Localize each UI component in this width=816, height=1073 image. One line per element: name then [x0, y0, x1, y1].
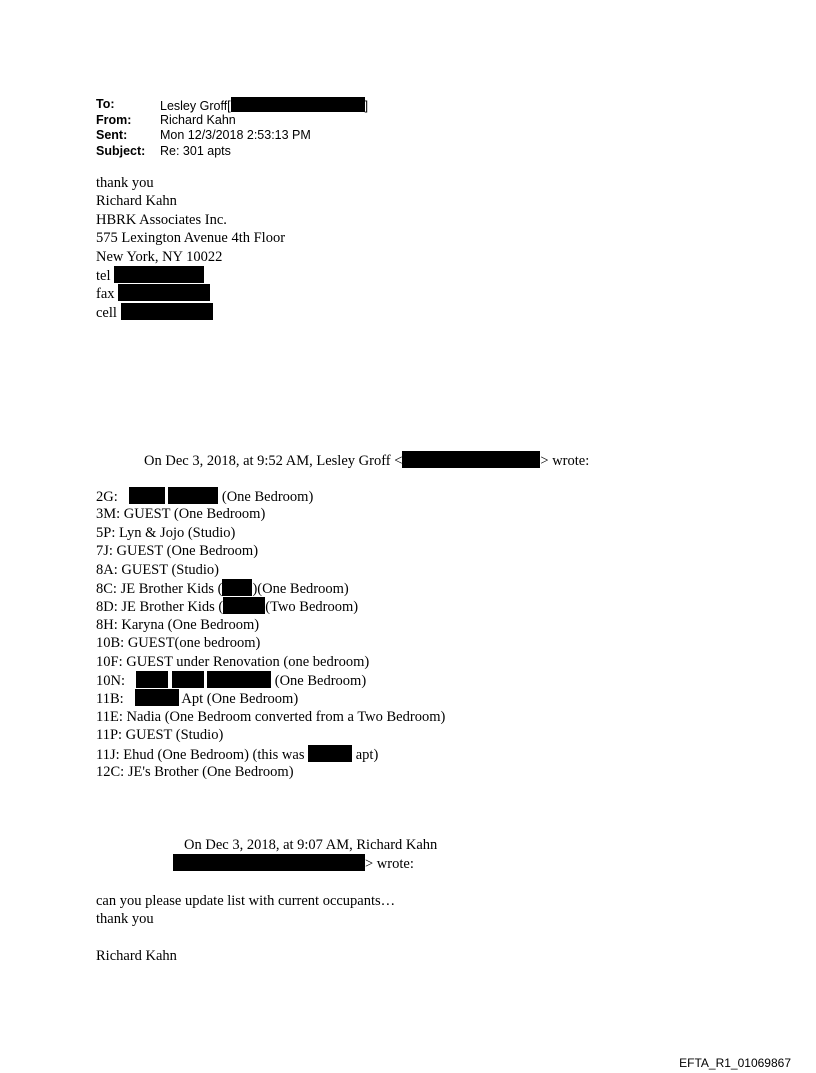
- apt-label: 8C: JE Brother Kids (: [96, 581, 223, 597]
- signature-name: Richard Kahn: [96, 193, 177, 210]
- to-label: To:: [96, 97, 115, 111]
- list-item: [96, 597, 358, 616]
- signature-company: HBRK Associates Inc.: [96, 211, 227, 228]
- list-item: 8A: GUEST (Studio): [96, 561, 219, 578]
- apt-detail: (Two Bedroom): [265, 599, 359, 616]
- quote2-body: [96, 892, 516, 972]
- to-close: ]: [364, 99, 369, 113]
- redaction-bar: [168, 487, 218, 504]
- cell-label: cell: [96, 304, 117, 321]
- quote1-intro: [144, 451, 589, 470]
- redaction-bar: [308, 745, 352, 762]
- redaction-bar: [173, 854, 365, 871]
- redaction-bar: [121, 303, 213, 320]
- list-item: 10F: GUEST under Renovation (one bedroom): [96, 653, 370, 670]
- apt-detail: apt): [355, 746, 379, 763]
- from-label: From:: [96, 112, 132, 127]
- list-item: [96, 579, 349, 598]
- list-item: 12C: JE's Brother (One Bedroom): [96, 764, 294, 780]
- subject-label: Subject:: [96, 143, 146, 158]
- list-item: 8H: Karyna (One Bedroom): [96, 616, 260, 633]
- quote2-signature: Richard Kahn: [96, 948, 177, 965]
- to-name: Lesley Groff[: [160, 99, 231, 113]
- redaction-bar: [402, 451, 540, 468]
- signature-tel: [96, 266, 204, 285]
- apt-label: 10N:: [96, 673, 125, 689]
- list-item: 5P: Lyn & Jojo (Studio): [96, 524, 236, 541]
- apt-detail: (One Bedroom): [274, 673, 367, 689]
- signature-address-line1: 575 Lexington Avenue 4th Floor: [96, 230, 286, 247]
- redaction-bar: [172, 671, 204, 688]
- list-item: 3M: GUEST (One Bedroom): [96, 506, 266, 523]
- redaction-bar: [231, 97, 365, 112]
- quote2-intro-line2: [173, 854, 414, 873]
- apt-detail: Apt (One Bedroom): [181, 691, 299, 708]
- redaction-bar: [135, 689, 179, 706]
- apt-label: 11J: Ehud (One Bedroom) (this was: [96, 746, 305, 763]
- quote2-intro-wrote: > wrote:: [365, 856, 414, 872]
- subject-value: Re: 301 apts: [160, 143, 231, 158]
- signature-cell: [96, 303, 213, 322]
- list-item: [96, 689, 298, 708]
- quote1-intro-wrote: > wrote:: [540, 453, 590, 469]
- redaction-bar: [222, 579, 252, 596]
- quote2-text-line1: can you please update list with current occupants…: [96, 893, 396, 909]
- sent-value: Mon 12/3/2018 2:53:13 PM: [160, 128, 311, 142]
- list-item: 7J: GUEST (One Bedroom): [96, 543, 259, 560]
- list-item: [96, 671, 366, 690]
- document-id: EFTA_R1_01069867: [679, 1056, 791, 1070]
- apt-detail: (One Bedroom): [221, 489, 314, 505]
- apt-label: 11B:: [96, 691, 124, 708]
- apt-detail: )(One Bedroom): [252, 581, 349, 597]
- quote2-text-line2: thank you: [96, 911, 154, 928]
- list-item: 11E: Nadia (One Bedroom converted from a Two Bedroom): [96, 708, 446, 725]
- quote2-intro: On Dec 3, 2018, at 9:07 AM, Richard Kahn: [184, 837, 438, 853]
- redaction-bar: [223, 597, 265, 614]
- redaction-bar: [114, 266, 204, 283]
- reply-body: [96, 174, 496, 324]
- redaction-bar: [207, 671, 271, 688]
- apt-label: 2G:: [96, 489, 118, 505]
- redaction-bar: [136, 671, 168, 688]
- list-item: 10B: GUEST(one bedroom): [96, 635, 261, 652]
- apt-label: 8D: JE Brother Kids (: [96, 599, 224, 616]
- redaction-bar: [129, 487, 165, 504]
- list-item: 11P: GUEST (Studio): [96, 727, 224, 744]
- sent-label: Sent:: [96, 128, 128, 142]
- email-header: [96, 97, 496, 161]
- from-value: Richard Kahn: [160, 112, 236, 127]
- quote1-intro-text: On Dec 3, 2018, at 9:52 AM, Lesley Groff <: [144, 453, 403, 469]
- tel-label: tel: [96, 268, 111, 284]
- list-item: [96, 487, 313, 506]
- list-item: [96, 745, 378, 764]
- redaction-bar: [118, 284, 210, 301]
- signature-fax: [96, 284, 210, 303]
- fax-label: fax: [96, 286, 115, 303]
- reply-text: thank you: [96, 175, 154, 191]
- apartment-list: [96, 487, 616, 787]
- signature-address-line2: New York, NY 10022: [96, 248, 223, 265]
